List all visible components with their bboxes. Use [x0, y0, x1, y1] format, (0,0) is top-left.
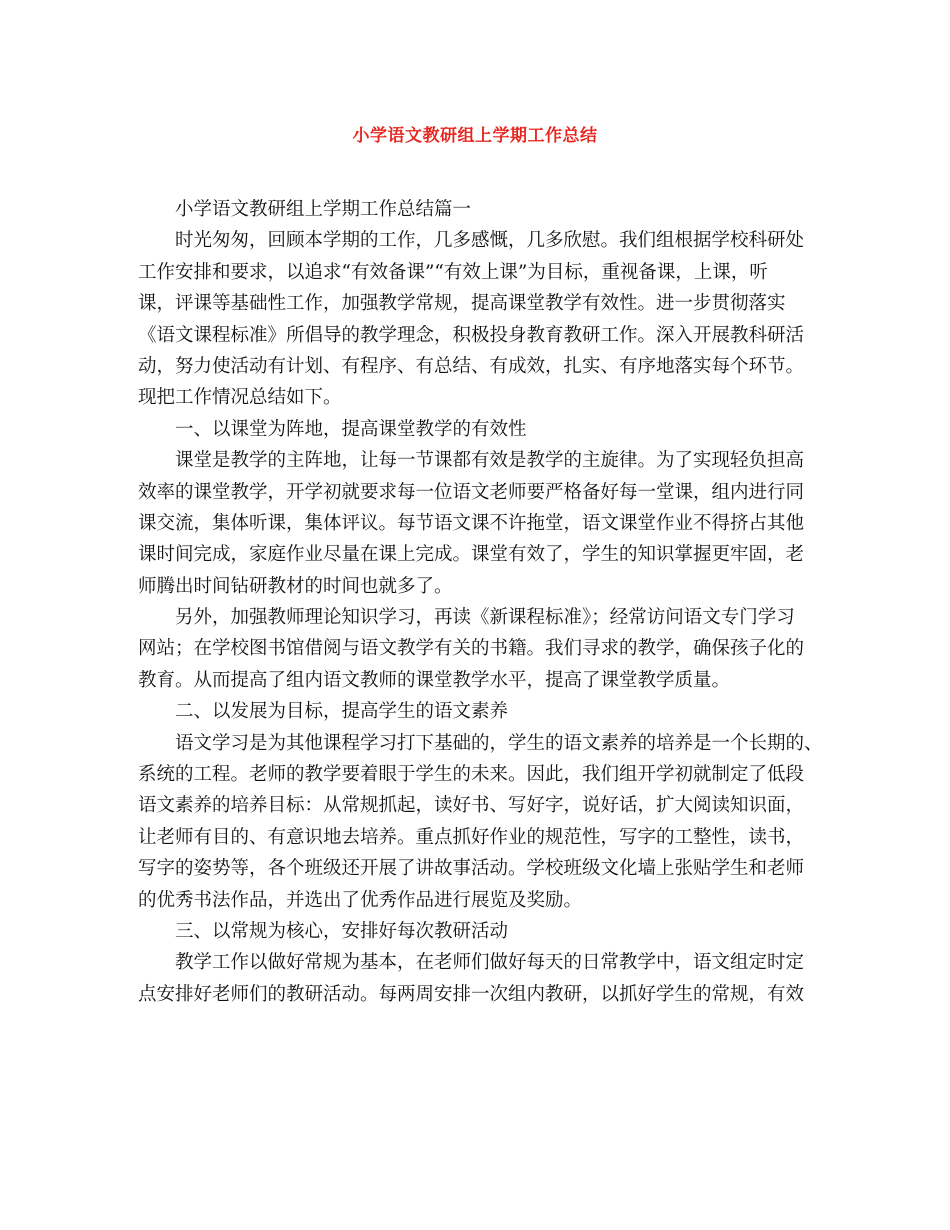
text-line: 现把工作情况总结如下。: [138, 387, 342, 409]
text-line: 师腾出时间钻研教材的时间也就多了。: [138, 575, 453, 597]
text-line: 点安排好老师们的教研活动。每两周安排一次组内教研，以抓好学生的常规，有效: [138, 983, 805, 1005]
text-line: 一、以课堂为阵地，提高课堂教学的有效性: [175, 418, 527, 440]
text-line: 课，评课等基础性工作，加强教学常规，提高课堂教学有效性。进一步贯彻落实: [138, 293, 786, 315]
text-line: 动，努力使活动有计划、有程序、有总结、有成效，扎实、有序地落实每个环节。: [138, 355, 805, 377]
text-line: 二、以发展为目标，提高学生的语文素养: [175, 701, 509, 723]
text-line: 语文素养的培养目标：从常规抓起，读好书、写好字，说好话，扩大阅读知识面，: [138, 795, 805, 817]
text-line: 课堂是教学的主阵地，让每一节课都有效是教学的主旋律。为了实现轻负担高: [175, 450, 805, 472]
text-line: 工作安排和要求，以追求“有效备课”“有效上课”为目标，重视备课，上课，听: [138, 261, 768, 283]
document-body: [138, 194, 823, 1010]
text-line: 写字的姿势等，各个班级还开展了讲故事活动。学校班级文化墙上张贴学生和老师: [138, 858, 805, 880]
document-title: 小学语文教研组上学期工作总结: [352, 126, 598, 146]
text-line: 教学工作以做好常规为基本，在老师们做好每天的日常教学中，语文组定时定: [175, 952, 805, 974]
text-line: 语文学习是为其他课程学习打下基础的，学生的语文素养的培养是一个长期的、: [175, 732, 823, 754]
text-line: 让老师有目的、有意识地去培养。重点抓好作业的规范性，写字的工整性，读书，: [138, 826, 805, 848]
text-line: 课时间完成，家庭作业尽量在课上完成。课堂有效了，学生的知识掌握更牢固，老: [138, 544, 805, 566]
text-line: 网站；在学校图书馆借阅与语文教学有关的书籍。我们寻求的教学，确保孩子化的: [138, 638, 805, 660]
text-line: 三、以常规为核心，安排好每次教研活动: [175, 920, 509, 942]
text-line: 课交流，集体听课，集体评议。每节语文课不许拖堂，语文课堂作业不得挤占其他: [138, 512, 805, 534]
text-line: 时光匆匆，回顾本学期的工作，几多感慨，几多欣慰。我们组根据学校科研处: [175, 230, 805, 252]
text-line: 的优秀书法作品，并选出了优秀作品进行展览及奖励。: [138, 889, 583, 911]
text-line: 《语文课程标准》所倡导的教学理念，积极投身教育教研工作。深入开展教科研活: [138, 324, 805, 346]
text-line: 效率的课堂教学，开学初就要求每一位语文老师要严格备好每一堂课，组内进行同: [138, 481, 805, 503]
text-line: 小学语文教研组上学期工作总结篇一: [175, 199, 472, 220]
text-line: 教育。从而提高了组内语文教师的课堂教学水平，提高了课堂教学质量。: [138, 669, 731, 691]
text-line: 系统的工程。老师的教学要着眼于学生的未来。因此，我们组开学初就制定了低段: [138, 764, 805, 786]
text-line: 另外，加强教师理论知识学习，再读《新课程标准》；经常访问语文专门学习: [175, 607, 795, 629]
